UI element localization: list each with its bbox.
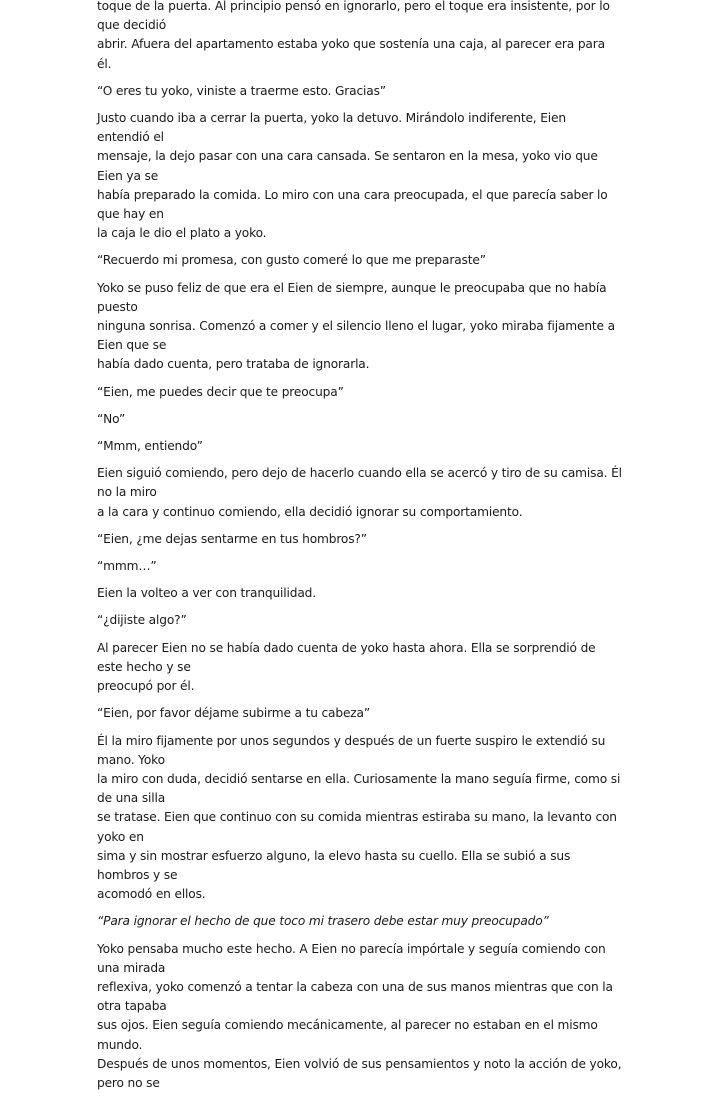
dialogue-line: “Eien, por favor déjame subirme a tu cabeza”: [97, 706, 371, 721]
dialogue-line: “¿dijiste algo?”: [97, 613, 187, 628]
paragraph: toque de la puerta. Al principio pensó en ignorarlo, pero el toque era insistente, por lo que decidió abrir. Afuera del apartamento estaba yoko que sostenía una caja, al parecer era para él.: [97, 0, 610, 71]
paragraph: Eien siguió comiendo, pero dejo de hacerlo cuando ella se acercó y tiro de su camisa. Él no la miro a la cara y continuo comiendo, ella decidió ignorar su comportamiento.: [97, 466, 622, 519]
paragraph: Eien la volteo a ver con tranquilidad.: [97, 586, 316, 601]
text-body: [97, 0, 622, 1101]
dialogue-line: “Eien, ¿me dejas sentarme en tus hombros?”: [97, 531, 367, 546]
dialogue-line: “O eres tu yoko, viniste a traerme esto. Gracias”: [97, 83, 386, 98]
paragraph: Justo cuando iba a cerrar la puerta, yoko la detuvo. Mirándolo indiferente, Eien entendió el mensaje, la dejo pasar con una cara cansada. Se sentaron en la mesa, yoko vio que Eien ya se había preparado la comida. Lo miro con una cara preocupada, el que parecía saber lo que hay en la caja le dio el plato a yoko.: [97, 111, 608, 241]
paragraph: Él la miro fijamente por unos segundos y después de un fuerte suspiro le extendió su mano. Yoko la miro con duda, decidió sentarse en ella. Curiosamente la mano seguía firme, como si de una silla se tratase. Eien que continuo con su comida mientras estiraba su mano, la levanto con yoko en sima y sin mostrar esfuerzo alguno, la elevo hasta su cuello. Ella se subió a sus hombros y se acomodó en ellos.: [97, 733, 621, 902]
dialogue-line: “No”: [97, 411, 126, 426]
dialogue-line: “Mmm, entiendo”: [97, 439, 203, 454]
italic-thought-line: “Para ignorar el hecho de que toco mi trasero debe estar muy preocupado”: [97, 914, 549, 929]
dialogue-line: “Recuerdo mi promesa, con gusto comeré lo que me preparaste”: [97, 253, 486, 268]
paragraph: Yoko se puso feliz de que era el Eien de siempre, aunque le preocupaba que no había puesto ninguna sonrisa. Comenzó a comer y el silencio lleno el lugar, yoko miraba fijamente a Eien que se había dado cuenta, pero trataba de ignorarla.: [97, 280, 615, 372]
paragraph: Al parecer Eien no se había dado cuenta de yoko hasta ahora. Ella se sorprendió de este hecho y se preocupó por él.: [97, 640, 596, 694]
dialogue-line: “Eien, me puedes decir que te preocupa”: [97, 384, 344, 399]
paragraph: Yoko pensaba mucho este hecho. A Eien no parecía impórtale y seguía comiendo con una mirada reflexiva, yoko comenzó a tentar la cabeza con una de sus manos mientras que con la otra tapaba sus ojos. Eien seguía comiendo mecánicamente, al parecer no estaban en el mismo mundo. Después de unos momentos, Eien volvió de sus pensamientos y noto la acción de yoko, pero no se: [97, 941, 622, 1090]
dialogue-line: “mmm…”: [97, 559, 157, 574]
